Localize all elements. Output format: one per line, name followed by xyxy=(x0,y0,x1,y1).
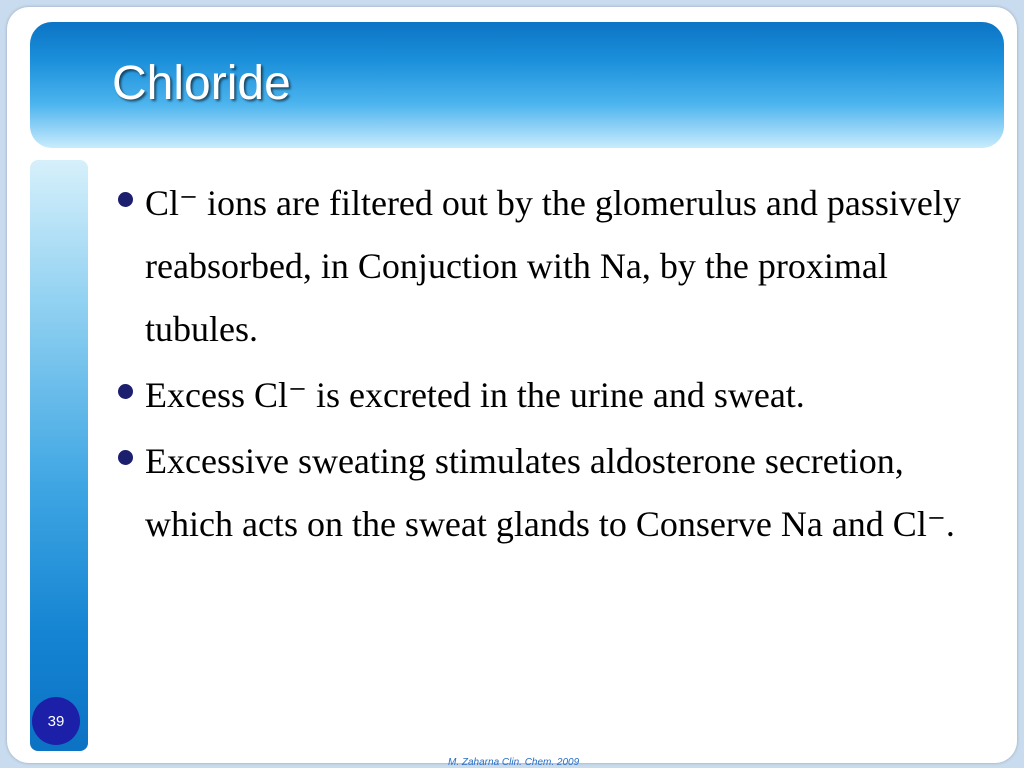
bullet-dot-icon xyxy=(118,192,133,207)
bullet-dot-icon xyxy=(118,384,133,399)
slide-title: Chloride xyxy=(112,57,291,110)
bullet-text: Excess Cl⁻ is excreted in the urine and sweat. xyxy=(145,375,805,415)
bullet-list xyxy=(112,172,962,559)
page-number-badge: 39 xyxy=(32,697,80,745)
bullet-item xyxy=(112,430,962,556)
bullet-text: Excessive sweating stimulates aldosterone secretion, which acts on the sweat glands to Conserve Na and Cl⁻. xyxy=(145,441,955,544)
bullet-text: Cl⁻ ions are filtered out by the glomerulus and passively reabsorbed, in Conjuction with Na, by the proximal tubules. xyxy=(145,183,961,349)
side-accent-bar xyxy=(30,160,88,751)
footer-credit: M. Zaharna Clin. Chem. 2009 xyxy=(448,757,580,768)
bullet-dot-icon xyxy=(118,450,133,465)
bullet-item xyxy=(112,172,962,361)
bullet-item xyxy=(112,364,962,427)
